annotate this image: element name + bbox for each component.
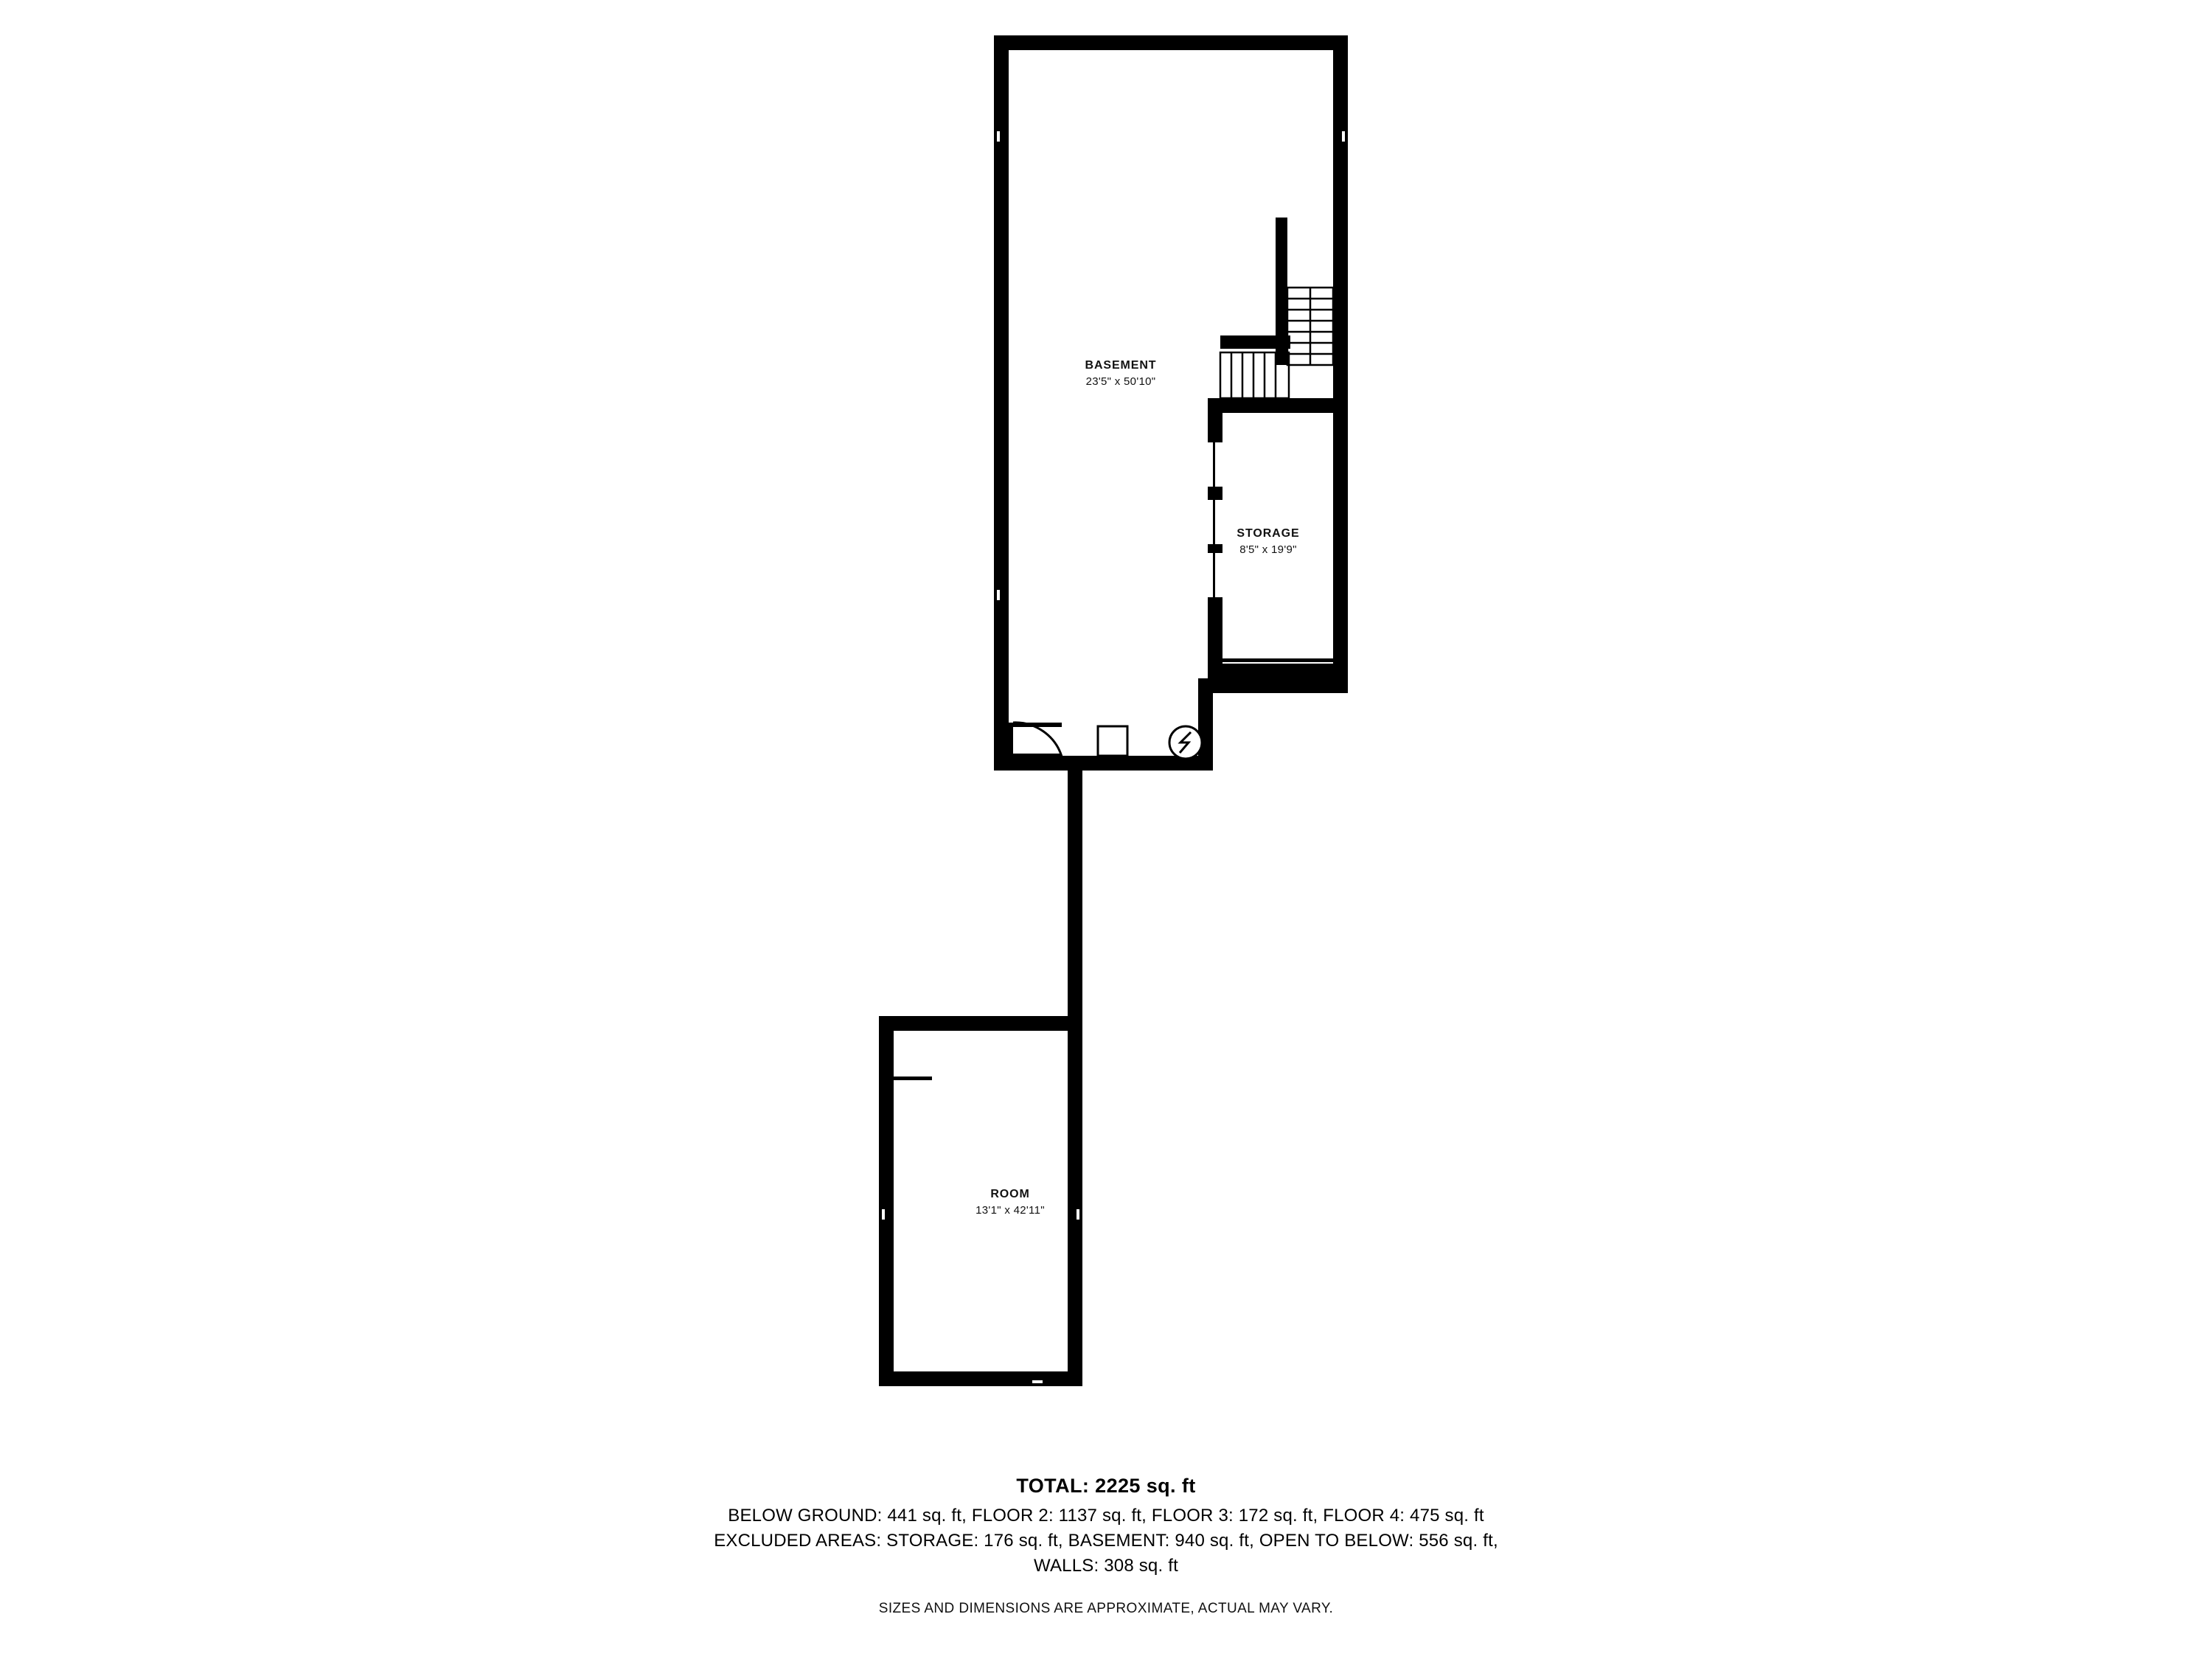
- disclaimer-text: SIZES AND DIMENSIONS ARE APPROXIMATE, ACTUAL MAY VARY.: [878, 1601, 1334, 1617]
- room-wall-stub: [894, 1077, 932, 1080]
- door-swing-icon: [1009, 723, 1062, 759]
- corridor-walls: [1068, 759, 1082, 1025]
- excluded-areas-line-2: WALLS: 308 sq. ft: [1034, 1556, 1178, 1576]
- room-dimensions: 8'5" x 19'9": [1239, 543, 1297, 557]
- total-area-label: TOTAL: 2225 sq. ft: [1016, 1475, 1196, 1497]
- room-name: ROOM: [990, 1188, 1030, 1200]
- room-dimensions: 13'1" x 42'11": [975, 1204, 1045, 1217]
- room-dimensions: 23'5" x 50'10": [1085, 375, 1156, 389]
- square-fixture-icon: [1098, 726, 1127, 756]
- room-label-basement: [1025, 357, 1217, 390]
- room-name: BASEMENT: [1085, 359, 1157, 372]
- room-label-storage: [1180, 525, 1357, 558]
- room-name: STORAGE: [1237, 527, 1300, 540]
- storage-door-openings: [1208, 442, 1222, 597]
- room-label-room: [922, 1186, 1099, 1219]
- floor-breakdown-line-1: BELOW GROUND: 441 sq. ft, FLOOR 2: 1137 sq. ft, FLOOR 3: 172 sq. ft, FLOOR 4: 475 sq. ft: [728, 1506, 1484, 1526]
- stairs-icon-upper: [1220, 218, 1333, 398]
- circle-fixture-icon: [1169, 726, 1202, 759]
- area-summary: [0, 1475, 2212, 1617]
- excluded-areas-line-1: EXCLUDED AREAS: STORAGE: 176 sq. ft, BASEMENT: 940 sq. ft, OPEN TO BELOW: 556 sq. ft,: [714, 1531, 1498, 1551]
